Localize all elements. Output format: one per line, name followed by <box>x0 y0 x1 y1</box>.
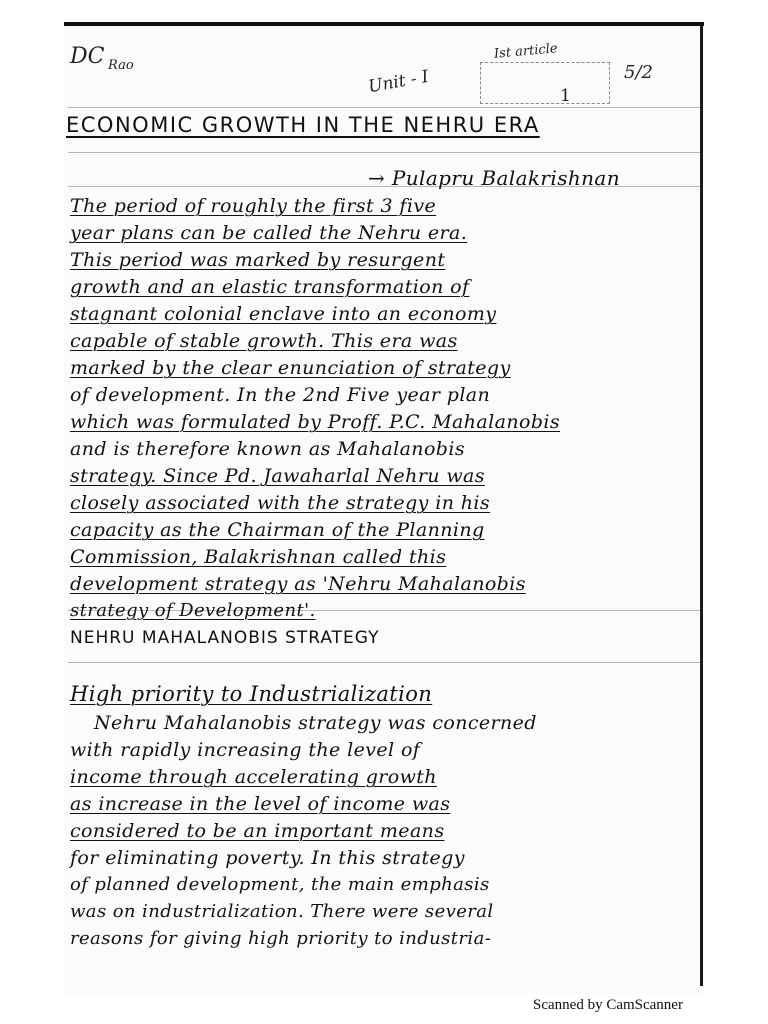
text-line: Nehru Mahalanobis strategy was concerned <box>94 712 537 734</box>
text-line: strategy. Since Pd. Jawaharlal Nehru was <box>70 465 485 487</box>
text-line: considered to be an important means <box>70 820 445 842</box>
ruled-line <box>68 107 700 108</box>
text-line: capacity as the Chairman of the Planning <box>70 519 485 541</box>
text-line: was on industrialization. There were several <box>70 901 494 922</box>
text-line: The period of roughly the first 3 five <box>70 195 437 217</box>
page-number: 1 <box>560 86 571 106</box>
unit-label: Unit - I <box>366 66 431 98</box>
text-line: This period was marked by resurgent <box>70 249 446 271</box>
text-line: development strategy as 'Nehru Mahalanobis <box>70 573 526 595</box>
text-line: and is therefore known as Mahalanobis <box>70 438 465 460</box>
article-box <box>480 62 610 104</box>
text-line: with rapidly increasing the level of <box>70 739 421 761</box>
text-line: reasons for giving high priority to industria- <box>70 928 492 949</box>
text-line: stagnant colonial enclave into an economy <box>70 303 497 325</box>
ruled-line <box>68 152 700 153</box>
text-line: of planned development, the main emphasis <box>70 874 490 895</box>
section-heading: NEHRU MAHALANOBIS STRATEGY <box>70 628 380 648</box>
page-edge <box>700 26 703 986</box>
text-line: marked by the clear enunciation of strategy <box>70 357 511 379</box>
date-note: 5/2 <box>624 62 653 83</box>
text-line: year plans can be called the Nehru era. <box>70 222 468 244</box>
text-line: income through accelerating growth <box>70 766 437 788</box>
author: → Pulapru Balakrishnan <box>368 166 621 190</box>
text-line: closely associated with the strategy in his <box>70 492 491 514</box>
corner-note: DC <box>70 44 105 69</box>
text-line: strategy of Development'. <box>70 600 316 621</box>
text-line: which was formulated by Proff. P.C. Mahalanobis <box>70 411 561 433</box>
text-line: growth and an elastic transformation of <box>70 276 470 298</box>
subheading: High priority to Industrialization <box>70 682 433 706</box>
text-line: of development. In the 2nd Five year plan <box>70 384 491 406</box>
text-line: capable of stable growth. This era was <box>70 330 458 352</box>
text-line: as increase in the level of income was <box>70 793 451 815</box>
scanner-watermark: Scanned by CamScanner <box>533 997 683 1013</box>
text-line: for eliminating poverty. In this strategy <box>70 847 465 869</box>
article-label: Ist article <box>493 41 559 62</box>
text-line: Commission, Balakrishnan called this <box>70 546 447 568</box>
page-title: ECONOMIC GROWTH IN THE NEHRU ERA <box>66 113 540 137</box>
ruled-line <box>68 662 700 663</box>
corner-note-small: Rao <box>108 58 134 73</box>
